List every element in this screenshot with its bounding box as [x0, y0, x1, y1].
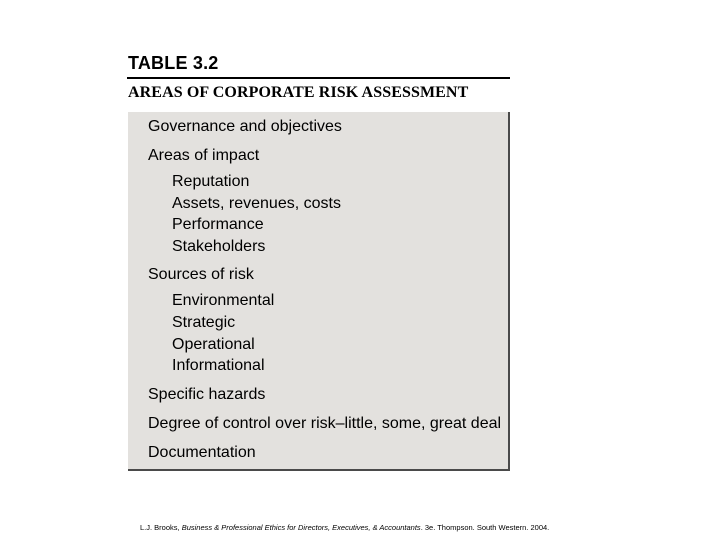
table-title: AREAS OF CORPORATE RISK ASSESSMENT [128, 84, 469, 101]
subitem-strategic: Strategic [172, 314, 236, 331]
title-rule [127, 77, 510, 79]
subitem-assets-revenues-costs: Assets, revenues, costs [172, 195, 341, 212]
citation-book-title: Business & Professional Ethics for Directors, Executives, & Accountants [181, 523, 421, 532]
subitem-stakeholders: Stakeholders [172, 238, 266, 255]
table-label: TABLE 3.2 [128, 53, 219, 73]
item-governance: Governance and objectives [148, 118, 342, 135]
citation-publisher: . 3e. Thompson. South Western. 2004. [420, 523, 550, 532]
subitem-reputation: Reputation [172, 173, 250, 190]
item-sources-of-risk: Sources of risk [148, 266, 254, 283]
item-documentation: Documentation [148, 444, 256, 461]
subitem-operational: Operational [172, 336, 255, 353]
source-citation [140, 523, 549, 532]
item-specific-hazards: Specific hazards [148, 386, 266, 403]
item-areas-of-impact: Areas of impact [148, 147, 260, 164]
citation-author: L.J. Brooks, [140, 523, 182, 532]
subitem-informational: Informational [172, 357, 265, 374]
subitem-environmental: Environmental [172, 292, 275, 309]
item-degree-of-control: Degree of control over risk–little, some, great deal [148, 415, 502, 432]
subitem-performance: Performance [172, 216, 264, 233]
